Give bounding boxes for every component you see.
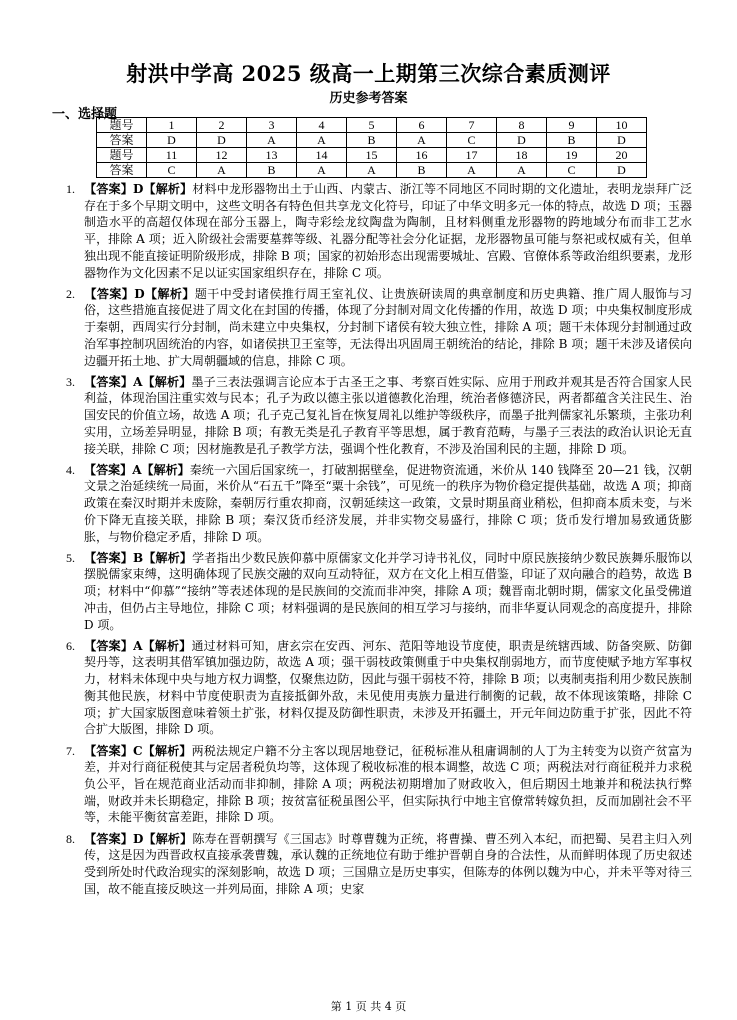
section-title: 一、选择题 — [52, 107, 118, 122]
answer-table-cell: 18 — [497, 148, 547, 163]
answer-table-cell: 16 — [397, 148, 447, 163]
answer-table-cell: A — [497, 163, 547, 178]
answer-item — [66, 374, 692, 458]
answer-table-cell: 5 — [347, 118, 397, 133]
answer-item-label: 【答案】A【解析】 — [84, 462, 190, 477]
answer-item-label: 【答案】B【解析】 — [84, 550, 193, 565]
answer-item-text: 学者指出少数民族仰慕中原儒家文化并学习诗书礼仪，同时中原民族接纳少数民族舞乐服饰以摆脱儒家束缚，这明确体现了民族交融的双向互动特征，双方在文化上相互借鉴，印证了双向融合的趋势，故选 B 项；材料中“仰慕”“接纳”等表述体现的是民族间的交流而非冲突，排除 A 项；魏晋南北朝时期，儒家文化虽受佛道冲击，但仍占主导地位，排除 C 项；材料强调的是民族间的相互学习与接纳，而非华夏认同观念的高度提升，排除 D 项。 — [84, 550, 692, 632]
answer-table-cell: 12 — [197, 148, 247, 163]
answer-table-cell: 1 — [147, 118, 197, 133]
answer-table-cell: 4 — [297, 118, 347, 133]
answer-table-cell: B — [347, 133, 397, 148]
answer-item — [66, 286, 692, 370]
answer-item — [66, 831, 692, 898]
answer-item — [66, 181, 692, 281]
answer-table-cell: B — [397, 163, 447, 178]
answer-item-label: 【答案】D【解析】 — [84, 831, 193, 846]
answer-item-label: 【答案】C【解析】 — [84, 743, 192, 758]
answer-table-cell: D — [597, 133, 647, 148]
answer-table-cell: B — [247, 163, 297, 178]
answer-item-number: 2. — [66, 286, 75, 301]
answer-table-row-label: 答案 — [97, 163, 147, 178]
answer-table-cell: D — [147, 133, 197, 148]
answer-item-text: 题干中受封诸侯推行周王室礼仪、让贵族研读周的典章制度和历史典籍、推广周人服饰与习俗，这些措施直接促进了周文化在封国的传播，体现了分封制对周文化传播的作用，故选 D 项；中央集权制度形成于秦朝，西周实行分封制，尚未建立中央集权，分封制下诸侯有较大独立性，排除 A 项；题干未体现分封制通过政治军事控制巩固统治的内容，如诸侯拱卫王室等，无法得出巩固周王朝统治的结论，排除 B 项；题干未涉及诸侯向边疆开拓土地、扩大周朝疆域的信息，排除 C 项。 — [84, 286, 692, 368]
page-title: 射洪中学高 2025 级高一上期第三次综合素质测评 — [126, 61, 611, 86]
answer-item-label: 【答案】A【解析】 — [84, 638, 192, 653]
answer-table-cell: 15 — [347, 148, 397, 163]
answer-table-cell: 2 — [197, 118, 247, 133]
answer-item — [66, 743, 692, 827]
answer-explanations — [66, 181, 692, 902]
answer-table-cell: A — [397, 133, 447, 148]
answer-item-number: 8. — [66, 831, 75, 846]
answer-table-cell: 19 — [547, 148, 597, 163]
answer-table-cell: 8 — [497, 118, 547, 133]
answer-table-cell: A — [447, 163, 497, 178]
answer-table-cell: A — [197, 163, 247, 178]
answer-table-cell: 11 — [147, 148, 197, 163]
answer-table-row — [97, 133, 647, 148]
answer-table-cell: 20 — [597, 148, 647, 163]
answer-item-text: 陈寿在晋朝撰写《三国志》时尊曹魏为正统，将曹操、曹丕列入本纪，而把蜀、吴君主归入列传，这是因为西晋政权直接承袭曹魏，承认魏的正统地位有助于维护晋朝自身的合法性，从而鲜明体现了历史叙述受到所处时代政治现实的深刻影响，故选 D 项；三国鼎立是历史事实，但陈寿的体例以魏为中心，并未平等对待三国，故不能直接反映这一并列局面，排除 A 项；史家 — [84, 831, 692, 896]
answer-table-cell: D — [497, 133, 547, 148]
answer-table-row — [97, 118, 647, 133]
answer-item-text: 秦统一六国后国家统一，打破割据壁垒，促进物资流通，米价从 140 钱降至 20—21 钱，汉朝文景之治延续统一局面，米价从“石五千”降至“粟十余钱”，可见统一的秩序为物价稳定提供基础，故选 A 项；抑商政策在秦汉时期并未废除，秦朝厉行重农抑商，汉朝延续这一政策，文景时期虽商业稍松，但抑商本质未变，与米价下降无直接关联，排除 B 项；秦汉货币经济发展，并非实物交易盛行，排除 C 项；货币发行增加易致通货膨胀，与物价稳定矛盾，排除 D 项。 — [84, 462, 692, 544]
answer-table-cell: C — [547, 163, 597, 178]
answer-table-row-label: 题号 — [97, 118, 147, 133]
answer-table-cell: 17 — [447, 148, 497, 163]
answer-item — [66, 550, 692, 634]
answer-table-cell: A — [347, 163, 397, 178]
answer-table-cell: C — [447, 133, 497, 148]
answer-table-cell: C — [147, 163, 197, 178]
answer-table-cell: A — [297, 133, 347, 148]
answer-item-label: 【答案】D【解析】 — [84, 182, 193, 196]
answer-item-text: 材料中龙形器物出土于山西、内蒙古、浙江等不同地区不同时期的文化遗址，表明龙崇拜广泛存在于多个早期文明中，这些文明各有特色但共享龙文化符号，印证了中华文明多元一体的特点，故选 D 项；玉器制造水平的高超仅体现在部分玉器上，陶寺彩绘龙纹陶盘为陶制，且材料侧重龙形器物的跨地域分布而非工艺水平，排除 A 项；近入阶级社会需要墓葬等级、礼器分配等社会分化证据，龙形器物虽可能与祭祀或权威有关，但单独出现不能直接证明阶级形成，排除 B 项；国家的初始形态出现需要城址、宫殿、官僚体系等政治组织要素，龙形器物作为文化因素不足以证实国家组织存在，排除 C 项。 — [84, 182, 692, 280]
answer-item-text: 墨子三表法强调言论应本于古圣王之事、考察百姓实际、应用于刑政并观其是否符合国家人民利益，体现治国注重实效与民本；孔子为政以德主张以道德教化治理，统治者修德济民，两者都蕴含关注民生、治国安民的价值立场，故选 A 项；孔子克己复礼旨在恢复周礼以维护等级秩序，而墨子批判儒家礼乐繁琐，主张功利实用，立场差异明显，排除 B 项；有教无类是孔子教育平等思想，属于教育范畴，与墨子三表法的政治认识论无直接关联，排除 C 项；因材施教是孔子教学方法，强调个性化教育，不涉及治国利民的主题，排除 D 项。 — [84, 374, 692, 456]
answer-item-number: 1. — [66, 182, 75, 196]
answer-item-number: 5. — [66, 550, 75, 565]
answer-table-cell: D — [197, 133, 247, 148]
answer-table-row — [97, 163, 647, 178]
answer-table-cell: 7 — [447, 118, 497, 133]
answer-item-number: 7. — [66, 743, 75, 758]
answer-item-number: 3. — [66, 374, 75, 389]
page-subtitle: 历史参考答案 — [329, 91, 408, 106]
answer-item-label: 【答案】A【解析】 — [84, 374, 192, 389]
page-footer: 第 1 页 共 4 页 — [330, 1000, 407, 1013]
answer-table-cell: 10 — [597, 118, 647, 133]
answer-table-row-label: 题号 — [97, 148, 147, 163]
answer-table — [96, 117, 647, 178]
answer-item-text: 通过材料可知，唐玄宗在安西、河东、范阳等地设节度使，职责是统辖西域、防备突厥、防御契丹等，这表明其借军镇加强边防，故选 A 项；强干弱枝政策侧重于中央集权削弱地方，而节度使赋予地方军事权力，材料未体现中央与地方权力调整，仅聚焦边防，因此与强干弱枝不符，排除 B 项；以夷制夷指利用少数民族制衡其他民族，材料中节度使职责为直接抵御外敌，未见使用夷族力量进行制衡的记载，故不体现该策略，排除 C 项；扩大国家版图意味着领土扩张，材料仅提及防御性职责，未涉及开拓疆土，开元年间边防重于扩张，因此不符合扩大版图，排除 D 项。 — [84, 638, 692, 737]
answer-item — [66, 462, 692, 546]
answer-item-number: 4. — [66, 462, 75, 477]
answer-table-row — [97, 148, 647, 163]
answer-item — [66, 638, 692, 738]
answer-table-cell: A — [297, 163, 347, 178]
answer-item-number: 6. — [66, 638, 75, 653]
answer-table-cell: B — [547, 133, 597, 148]
answer-item-label: 【答案】D【解析】 — [84, 286, 195, 301]
answer-table-cell: D — [597, 163, 647, 178]
answer-table-cell: 14 — [297, 148, 347, 163]
answer-table-cell: 6 — [397, 118, 447, 133]
answer-table-cell: A — [247, 133, 297, 148]
answer-table-row-label: 答案 — [97, 133, 147, 148]
answer-table-cell: 3 — [247, 118, 297, 133]
answer-table-cell: 9 — [547, 118, 597, 133]
answer-item-text: 两税法规定户籍不分主客以现居地登记，征税标准从租庸调制的人丁为主转变为以资产贫富为差，并对行商征税使其与定居者税负均等，这体现了税收标准的根本调整，故选 C 项；两税法对行商征税并力求税负公平，旨在规范商业活动而非抑制，排除 A 项；两税法初期增加了财政收入，但后期因土地兼并和税法执行弊端，财政并未长期稳定，排除 B 项；按贫富征税虽图公平，但实际执行中地主官僚常转嫁负担，反而加剧社会不平等，未能平衡贫富差距，排除 D 项。 — [84, 743, 692, 825]
answer-table-cell: 13 — [247, 148, 297, 163]
